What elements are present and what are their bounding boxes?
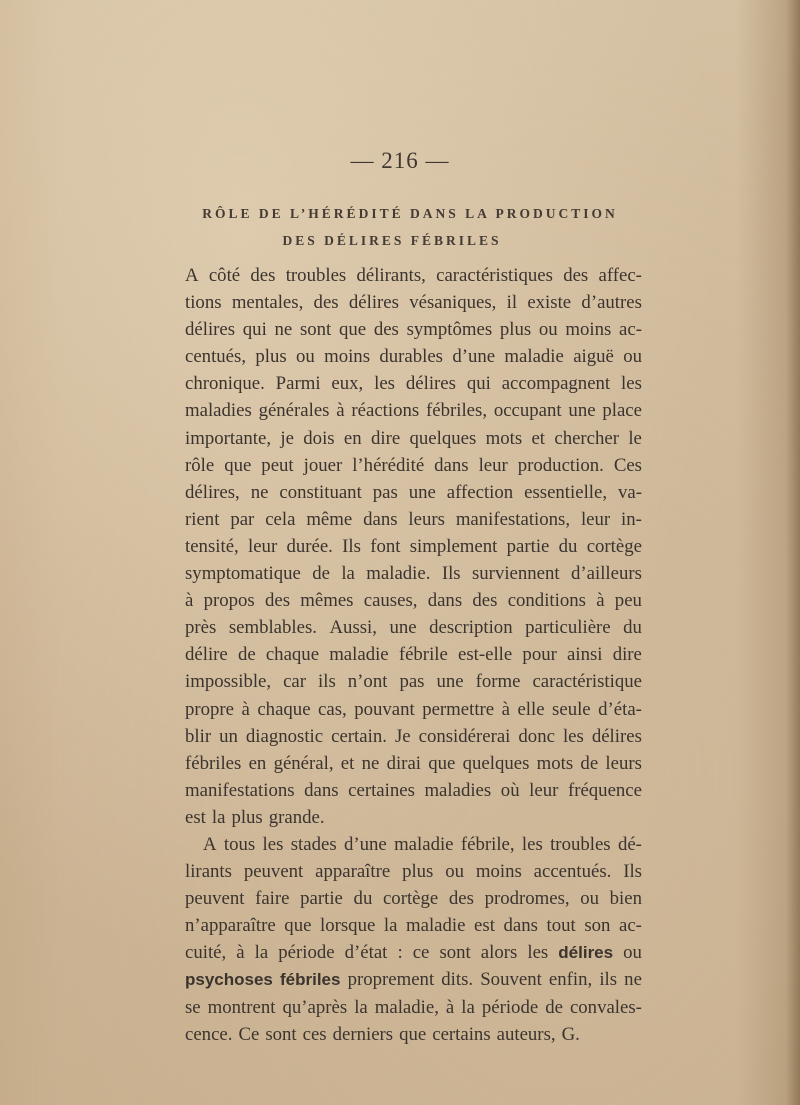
text-line: rient par cela même dans leurs manifestations, leur in- [185, 508, 642, 530]
text-line: délires qui ne sont que des symptômes plus ou moins ac- [185, 319, 642, 341]
text-line: lirants peuvent apparaître plus ou moins accentués. Ils [185, 861, 642, 883]
text-line: tions mentales, des délires vésaniques, il existe d’autres [185, 292, 642, 314]
text-line: peuvent faire partie du cortège des prodromes, ou bien [185, 888, 642, 910]
text-line: délire de chaque maladie fébrile est-elle pour ainsi dire [185, 644, 642, 666]
text-line: délires, ne constituant pas une affection essentielle, va- [185, 481, 642, 503]
text-line: impossible, car ils n’ont pas une forme caractéristique [185, 671, 642, 693]
text-line: rôle que peut jouer l’hérédité dans leur production. Ces [185, 454, 642, 476]
text-line: A côté des troubles délirants, caractéristiques des affec- [185, 265, 642, 286]
page-number: — 216 — [350, 148, 450, 173]
text-line: fébriles en général, et ne dirai que quelques mots de leurs [185, 752, 642, 774]
text-line: centués, plus ou moins durables d’une maladie aiguë ou [185, 346, 642, 368]
text-line: propre à chaque cas, pouvant permettre à elle seule d’éta- [185, 698, 642, 720]
text-line: blir un diagnostic certain. Je considérerai donc les délires [185, 725, 642, 747]
text-line: n’apparaître que lorsque la maladie est dans tout son ac- [185, 915, 642, 937]
text-line: manifestations dans certaines maladies où leur fréquence [185, 779, 642, 801]
text-line: est la plus grande. [185, 806, 325, 828]
text-line: tensité, leur durée. Ils font simplement partie du cortège [185, 535, 642, 557]
text-line: maladies générales à réactions fébriles, occupant une place [185, 400, 642, 422]
chapter-heading-line-2: DES DÉLIRES FÉBRILES [282, 233, 502, 248]
text-line: près semblables. Aussi, une description particulière du [185, 617, 642, 639]
text-line: A tous les stades d’une maladie fébrile, les troubles dé- [203, 833, 642, 855]
chapter-heading-line-1: RÔLE DE L’HÉRÉDITÉ DANS LA PRODUCTION [202, 206, 618, 221]
text-line: importante, je dois en dire quelques mots et chercher le [185, 427, 642, 449]
text-line: se montrent qu’après la maladie, à la période de convales- [185, 996, 642, 1018]
text-line: cence. Ce sont ces derniers que certains auteurs, G. [185, 1023, 580, 1045]
body-text [185, 262, 642, 1048]
text-line: cuité, à la période d’état : ce sont alors les délires ou [185, 942, 642, 964]
text-line: à propos des mêmes causes, dans des conditions à peu [185, 590, 642, 612]
text-line: chronique. Parmi eux, les délires qui accompagnent les [185, 373, 642, 395]
text-line: symptomatique de la maladie. Ils surviennent d’ailleurs [185, 563, 642, 585]
text-line: psychoses fébriles proprement dits. Souvent enfin, ils ne [185, 969, 642, 991]
